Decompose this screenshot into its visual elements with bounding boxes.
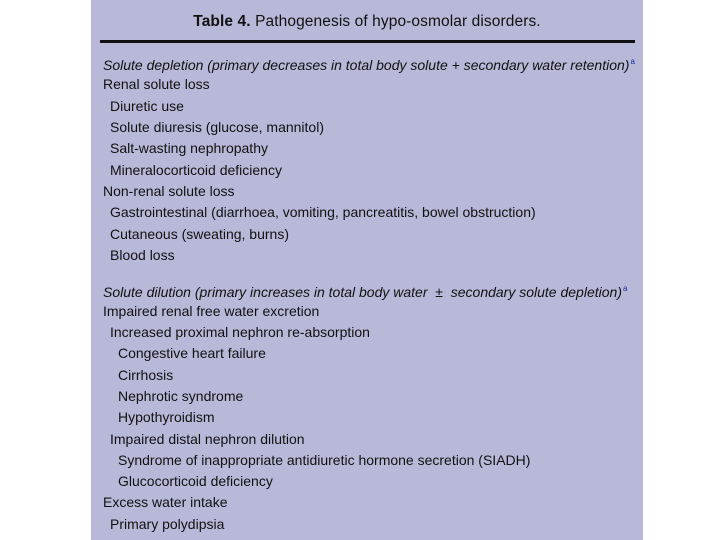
- impaired-renal-excretion-title: Impaired renal free water excretion: [103, 303, 320, 319]
- list-item: Cirrhosis: [118, 367, 174, 383]
- list-item: Primary polydipsia: [110, 516, 225, 532]
- list-item: Diuretic use: [110, 98, 184, 114]
- section-heading-depletion: [103, 53, 635, 74]
- dilution-heading-close: ): [617, 284, 622, 300]
- list-item: Gastrointestinal (diarrhoea, vomiting, pancreatitis, bowel obstruction): [110, 204, 536, 220]
- list-item: Salt-wasting nephropathy: [110, 140, 268, 156]
- list-item: Glucocorticoid deficiency: [118, 473, 273, 489]
- list-item: Nephrotic syndrome: [118, 388, 244, 404]
- section-heading-dilution: [103, 280, 627, 301]
- depletion-footnote-marker: a: [630, 57, 635, 66]
- list-item: Solute diuresis (glucose, mannitol): [110, 119, 324, 135]
- depletion-heading-text: Solute depletion (primary decreases in total body solute + secondary water retention): [103, 57, 630, 73]
- dilution-heading-part2: secondary solute depletion: [450, 284, 618, 300]
- table-panel: [91, 0, 643, 540]
- plus-minus-symbol: ±: [435, 284, 443, 300]
- renal-solute-loss-title: Renal solute loss: [103, 76, 210, 92]
- table-title: [91, 13, 643, 31]
- list-item: Congestive heart failure: [118, 345, 266, 361]
- list-item: Blood loss: [110, 247, 175, 263]
- list-item: Cutaneous (sweating, burns): [110, 226, 289, 242]
- nonrenal-solute-loss-title: Non-renal solute loss: [103, 183, 235, 199]
- excess-water-intake-title: Excess water intake: [103, 494, 228, 510]
- table-title-text: Pathogenesis of hypo-osmolar disorders.: [255, 13, 541, 30]
- dilution-footnote-marker: a: [622, 284, 628, 293]
- list-item: Syndrome of inappropriate antidiuretic hormone secretion (SIADH): [118, 452, 531, 468]
- proximal-reabsorption-title: Increased proximal nephron re-absorption: [110, 324, 370, 340]
- table-title-label: Table 4.: [193, 13, 251, 30]
- list-item: Hypothyroidism: [118, 409, 215, 425]
- list-item: Mineralocorticoid deficiency: [110, 162, 282, 178]
- title-rule: [100, 40, 635, 43]
- distal-dilution-title: Impaired distal nephron dilution: [110, 431, 305, 447]
- dilution-heading-part1: Solute dilution (primary increases in total body water: [103, 284, 428, 300]
